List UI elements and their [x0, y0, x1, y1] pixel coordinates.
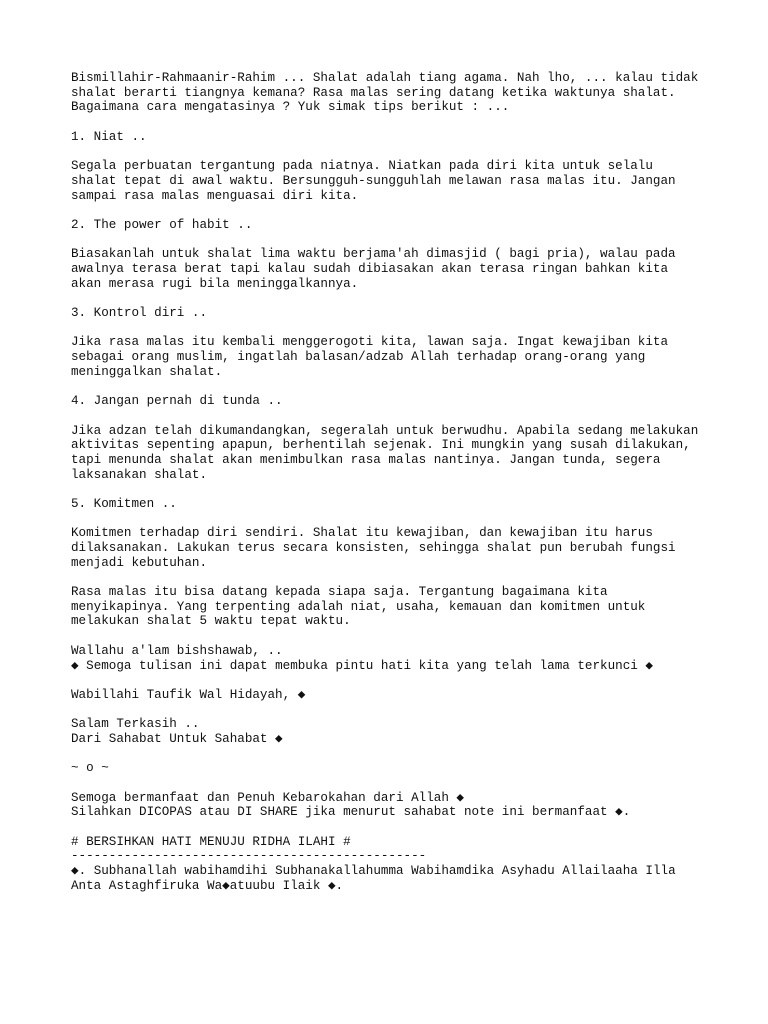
text-line: Komitmen terhadap diri sendiri. Shalat itu kewajiban, dan kewajiban itu harus [71, 526, 653, 541]
tip-4-body [71, 424, 721, 483]
text-line: Biasakanlah untuk shalat lima waktu berjama'ah dimasjid ( bagi pria), walau pada [71, 247, 676, 262]
tip-5-body [71, 526, 721, 570]
text-line: sebagai orang muslim, ingatlah balasan/adzab Allah terhadap orang-orang yang [71, 350, 646, 365]
document-page [71, 71, 721, 908]
text-line: # BERSIHKAN HATI MENUJU RIDHA ILAHI # [71, 834, 351, 849]
share-note [71, 791, 721, 820]
text-line: dilaksanakan. Lakukan terus secara konsisten, sehingga shalat pun berubah fungsi [71, 541, 676, 555]
text-line: awalnya terasa berat tapi kalau sudah dibiasakan akan terasa ringan bahkan kita [71, 261, 669, 276]
text-line: akan merasa rugi bila meninggalkannya. [71, 276, 359, 291]
intro-paragraph [71, 71, 721, 115]
footer-block [71, 835, 721, 894]
closing-prayer [71, 644, 721, 673]
text-line: ◆. Subhanallah wabihamdihi Subhanakallahumma Wabihamdika Asyhadu Allailaaha Illa [71, 864, 676, 879]
tip-2-heading [71, 218, 721, 233]
text-line: 4. Jangan pernah di tunda .. [71, 394, 283, 409]
text-line: shalat berarti tiangnya kemana? Rasa malas sering datang ketika waktunya shalat. [71, 85, 676, 100]
text-line: ----------------------------------------------- [71, 849, 427, 864]
wabillahi-line [71, 688, 721, 703]
text-line: shalat tepat di awal waktu. Bersungguh-sungguhlah melawan rasa malas itu. Jangan [71, 173, 676, 188]
text-line: Dari Sahabat Untuk Sahabat ◆ [71, 731, 283, 746]
tip-3-heading [71, 306, 721, 321]
text-line: Wabillahi Taufik Wal Hidayah, ◆ [71, 687, 306, 702]
text-line: Rasa malas itu bisa datang kepada siapa saja. Tergantung bagaimana kita [71, 585, 608, 600]
text-line: Jika rasa malas itu kembali menggerogoti kita, lawan saja. Ingat kewajiban kita [71, 335, 669, 350]
conclusion-paragraph [71, 585, 721, 629]
text-line: 2. The power of habit .. [71, 217, 253, 232]
tip-1-heading [71, 130, 721, 145]
text-line: Bagaimana cara mengatasinya ? Yuk simak tips berikut : ... [71, 100, 510, 115]
text-line: ◆ Semoga tulisan ini dapat membuka pintu hati kita yang telah lama terkunci ◆ [71, 658, 653, 673]
text-line: menyikapinya. Yang terpenting adalah niat, usaha, kemauan dan komitmen untuk [71, 599, 646, 614]
tip-3-body [71, 335, 721, 379]
text-line: Wallahu a'lam bishshawab, .. [71, 643, 283, 658]
text-line: aktivitas sepenting apapun, berhentilah sejenak. Ini mungkin yang susah dilakukan, [71, 438, 691, 453]
text-line: 5. Komitmen .. [71, 496, 177, 511]
text-line: Bismillahir-Rahmaanir-Rahim ... Shalat adalah tiang agama. Nah lho, ... kalau tidak [71, 71, 699, 85]
tip-4-heading [71, 394, 721, 409]
text-line: 3. Kontrol diri .. [71, 306, 208, 320]
text-line: Salam Terkasih .. [71, 717, 200, 732]
text-line: Jika adzan telah dikumandangkan, segeralah untuk berwudhu. Apabila sedang melakukan [71, 423, 699, 438]
tip-5-heading [71, 497, 721, 512]
text-line: tapi menunda shalat akan menimbulkan rasa malas nantinya. Jangan tunda, segera [71, 452, 661, 467]
tip-1-body [71, 159, 721, 203]
text-line: Silahkan DICOPAS atau DI SHARE jika menurut sahabat note ini bermanfaat ◆. [71, 805, 631, 820]
tip-2-body [71, 247, 721, 291]
text-line: 1. Niat .. [71, 129, 147, 144]
text-line: meninggalkan shalat. [71, 364, 223, 379]
text-line: ~ o ~ [71, 761, 109, 776]
text-line: melakukan shalat 5 waktu tepat waktu. [71, 614, 351, 629]
text-line: laksanakan shalat. [71, 467, 208, 482]
text-line: Anta Astaghfiruka Wa◆atuubu Ilaik ◆. [71, 878, 344, 893]
text-line: sampai rasa malas menguasai diri kita. [71, 188, 359, 203]
text-line: Segala perbuatan tergantung pada niatnya. Niatkan pada diri kita untuk selalu [71, 159, 653, 174]
greeting-signoff [71, 717, 721, 746]
text-line: Semoga bermanfaat dan Penuh Kebarokahan dari Allah ◆ [71, 790, 465, 805]
text-line: menjadi kebutuhan. [71, 555, 208, 570]
separator-ornament [71, 761, 721, 776]
